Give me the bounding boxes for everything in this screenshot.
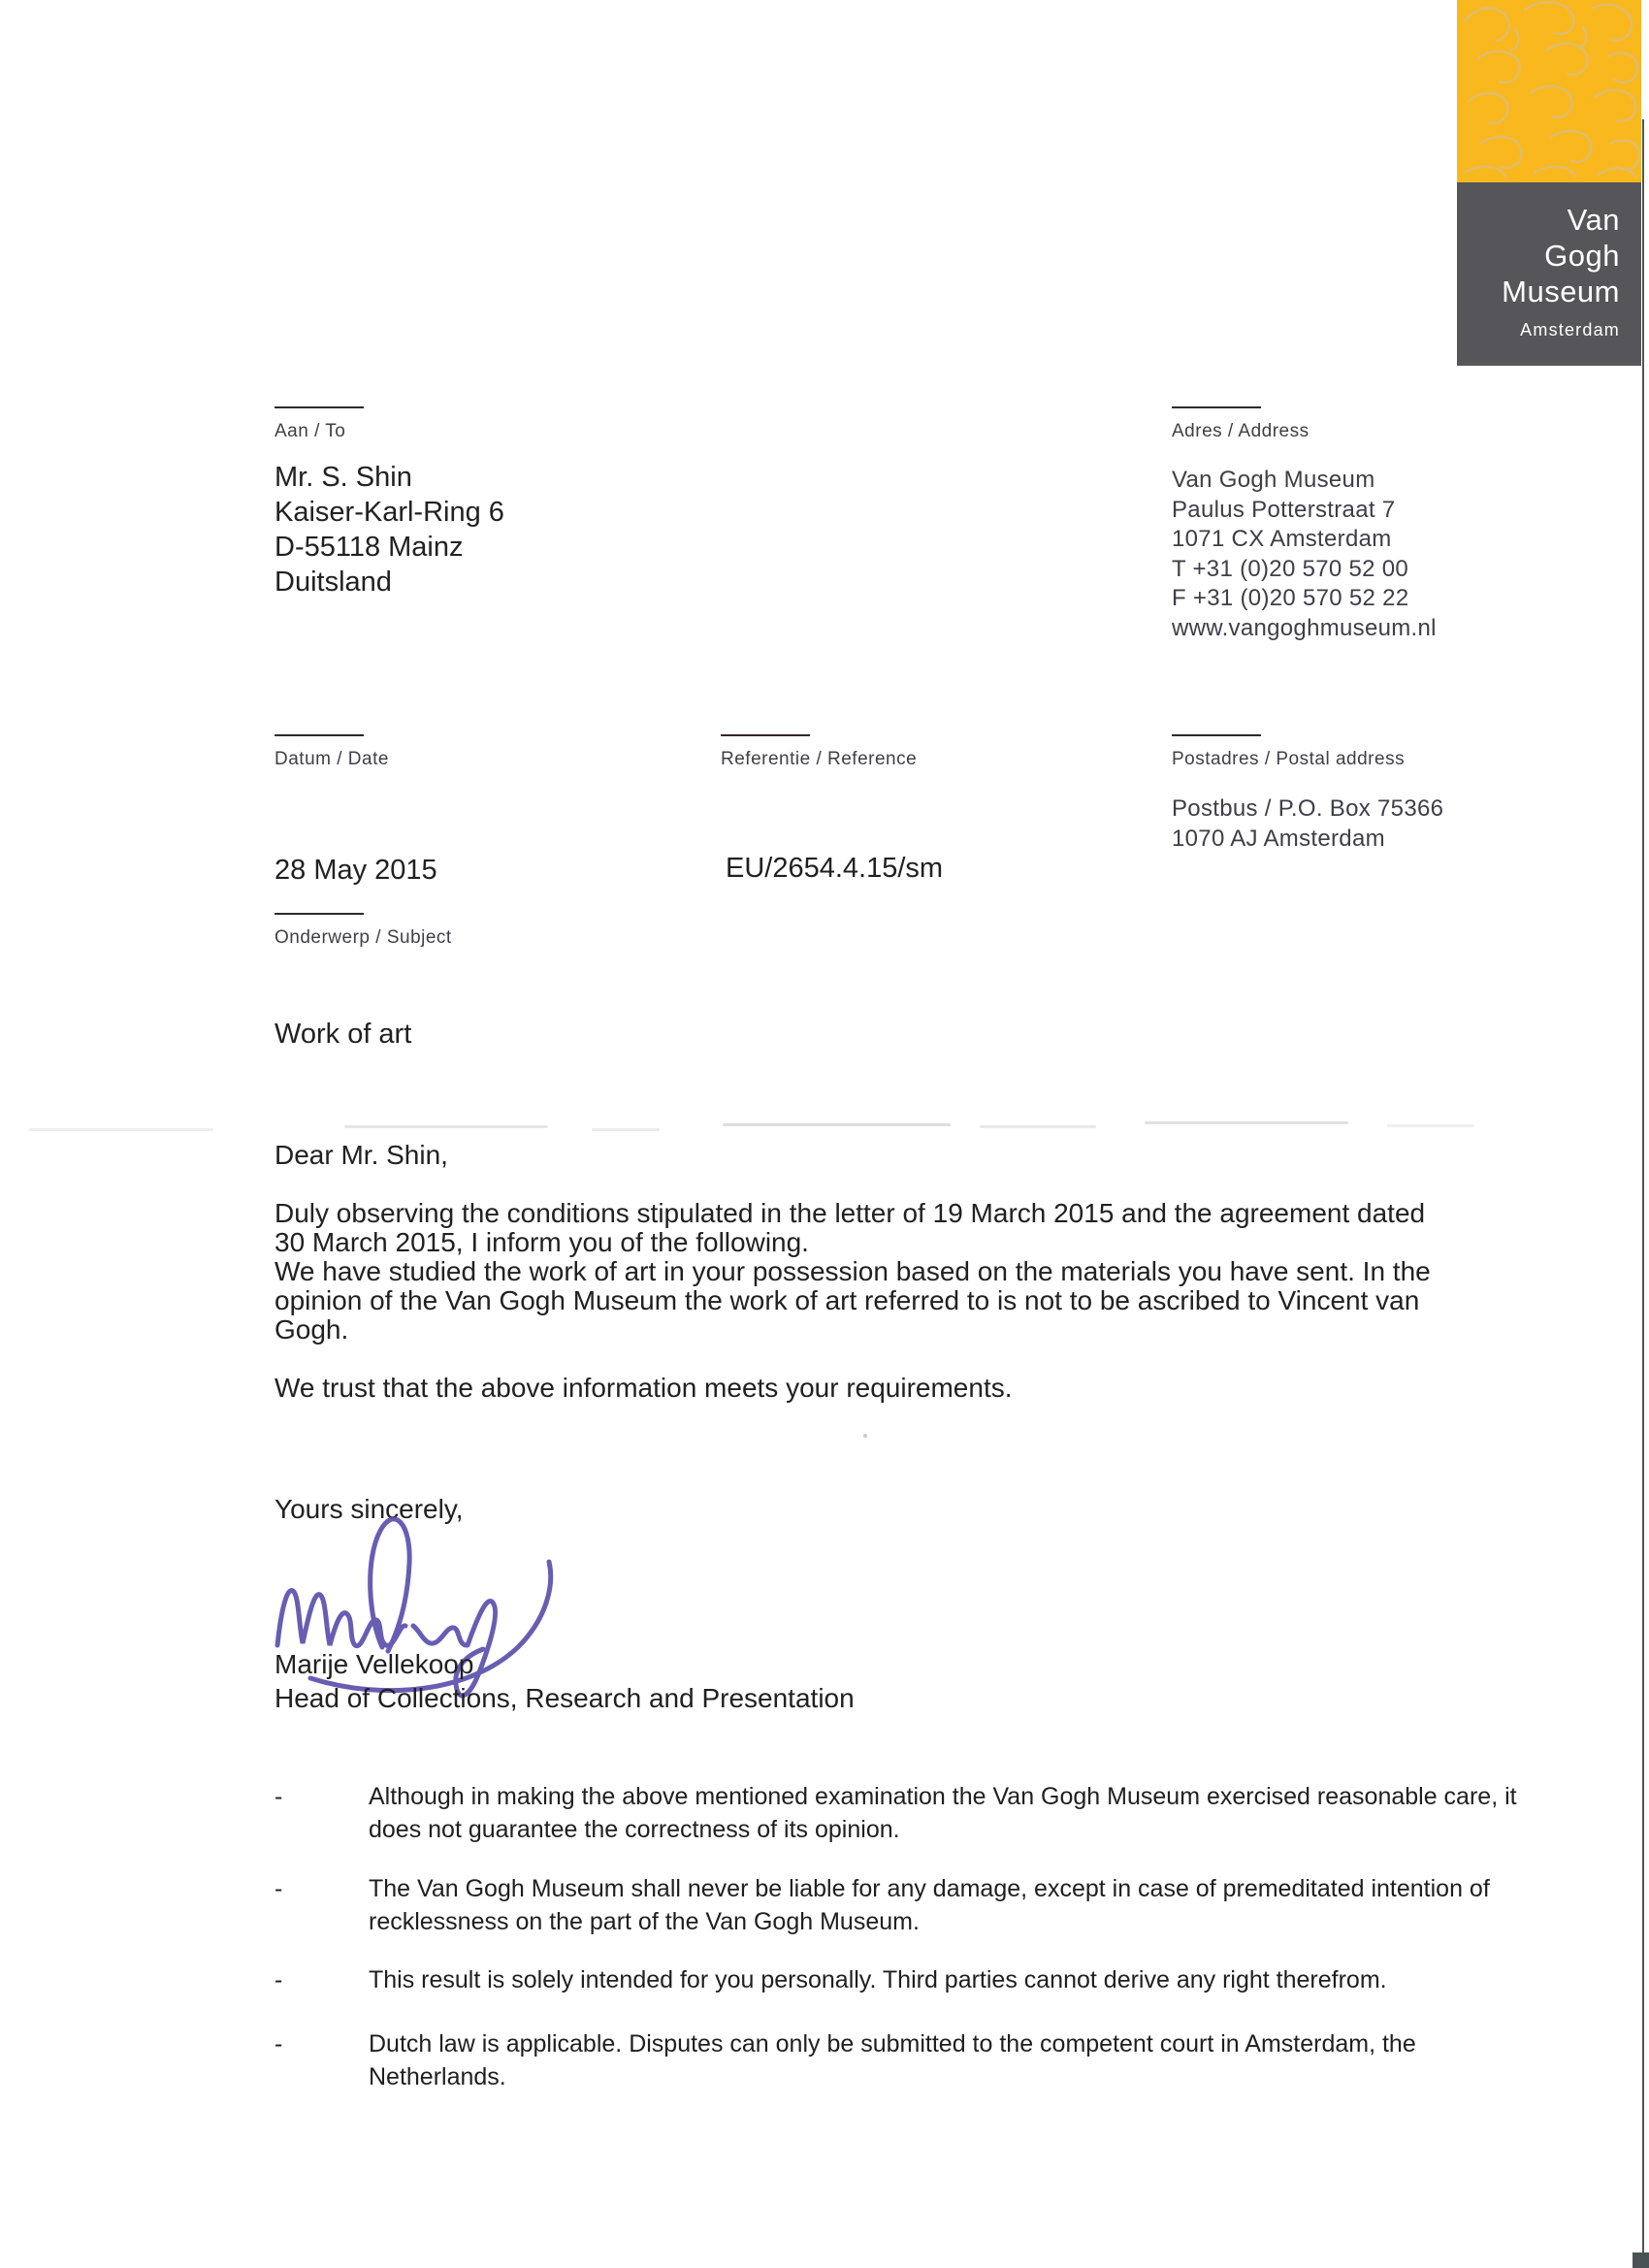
disclaimer-dash: - (275, 1966, 283, 1993)
postal-section-header (1172, 734, 1405, 770)
body-line: opinion of the Van Gogh Museum the work of art referred to is not to be ascribed to Vincent van (275, 1285, 1420, 1315)
body-line: Duly observing the conditions stipulated in the letter of 19 March 2015 and the agreement dated (275, 1198, 1426, 1228)
address-label: Adres / Address (1172, 421, 1310, 441)
disclaimer-line: Although in making the above mentioned examination the Van Gogh Museum exercised reasonable care, it (369, 1783, 1517, 1810)
disclaimer-line: recklessness on the part of the Van Gogh Museum. (369, 1908, 920, 1935)
disclaimer-line: Dutch law is applicable. Disputes can only be submitted to the competent court in Amsterdam, the (369, 2030, 1416, 2057)
address-line: 1071 CX Amsterdam (1172, 526, 1392, 552)
scan-smudge (1145, 1121, 1348, 1124)
subject-label: Onderwerp / Subject (275, 927, 452, 948)
address-line: Paulus Potterstraat 7 (1172, 496, 1396, 523)
postal-block (1172, 794, 1443, 854)
salutation: Dear Mr. Shin, (275, 1140, 448, 1170)
scan-edge-line (1642, 119, 1644, 2268)
recipient-label: Aan / To (275, 421, 346, 441)
scan-speck (863, 1434, 867, 1438)
recipient-line: Duitsland (275, 567, 392, 598)
section-rule (275, 734, 364, 736)
scan-smudge (980, 1125, 1096, 1128)
section-rule (721, 734, 810, 736)
scan-smudge (1387, 1124, 1474, 1127)
address-line-fax: F +31 (0)20 570 52 22 (1172, 585, 1409, 611)
recipient-section-header (275, 406, 364, 442)
subject-section-header (275, 913, 452, 949)
closing: Yours sincerely, (275, 1494, 464, 1524)
subject-value: Work of art (275, 1019, 412, 1050)
section-rule (275, 913, 364, 915)
reference-section-header (721, 734, 917, 770)
section-rule (275, 406, 364, 408)
address-line-website: www.vangoghmuseum.nl (1172, 614, 1437, 641)
date-value: 28 May 2015 (275, 855, 437, 886)
date-section-header (275, 734, 389, 770)
letterhead-logo (1457, 0, 1641, 366)
logo-wordmark-line2: Gogh (1544, 239, 1620, 273)
reference-label: Referentie / Reference (721, 749, 918, 769)
disclaimer-text (369, 2027, 1416, 2093)
address-line: Van Gogh Museum (1172, 467, 1375, 493)
address-line-phone: T +31 (0)20 570 52 00 (1172, 555, 1409, 582)
disclaimer-text (369, 1963, 1387, 1996)
logo-wordmark-line1: Van (1567, 203, 1620, 237)
scan-smudge (344, 1125, 548, 1128)
body-line: Gogh. (275, 1314, 349, 1345)
body-line: 30 March 2015, I inform you of the following. (275, 1227, 809, 1257)
logo-city: Amsterdam (1520, 320, 1620, 340)
address-block (1172, 466, 1437, 643)
body-paragraph-2: We trust that the above information meets your requirements. (275, 1373, 1013, 1403)
disclaimer-line: does not guarantee the correctness of its opinion. (369, 1816, 900, 1843)
scan-smudge (29, 1128, 213, 1131)
postal-line: Postbus / P.O. Box 75366 (1172, 795, 1444, 822)
scan-corner-block (1633, 2252, 1649, 2268)
recipient-line: Kaiser-Karl-Ring 6 (275, 497, 504, 528)
signer-title: Head of Collections, Research and Presentation (275, 1683, 855, 1713)
recipient-line: Mr. S. Shin (275, 462, 412, 493)
postal-label: Postadres / Postal address (1172, 749, 1406, 769)
disclaimer-text (369, 1780, 1517, 1846)
disclaimer-line: The Van Gogh Museum shall never be liable for any damage, except in case of premeditated intention of (369, 1875, 1490, 1902)
logo-wordmark-line3: Museum (1502, 275, 1620, 308)
disclaimer-line: Netherlands. (369, 2063, 506, 2090)
brushstroke-pattern-icon (1457, 0, 1641, 182)
logo-wordmark-block (1457, 182, 1641, 366)
disclaimer-dash: - (275, 1875, 283, 1902)
body-paragraph-1 (275, 1199, 1431, 1345)
postal-line: 1070 AJ Amsterdam (1172, 826, 1385, 852)
disclaimer-text (369, 1872, 1490, 1938)
recipient-block (275, 460, 504, 599)
signer-name: Marije Vellekoop (275, 1649, 474, 1679)
section-rule (1172, 406, 1261, 408)
section-rule (1172, 734, 1261, 736)
disclaimer-dash: - (275, 1783, 283, 1810)
logo-swirl-block (1457, 0, 1641, 182)
recipient-line: D-55118 Mainz (275, 532, 464, 563)
disclaimer-dash: - (275, 2030, 283, 2057)
scan-smudge (723, 1123, 951, 1126)
scan-smudge (592, 1128, 660, 1131)
disclaimer-line: This result is solely intended for you personally. Third parties cannot derive any right therefrom. (369, 1966, 1387, 1993)
reference-value: EU/2654.4.15/sm (726, 853, 944, 884)
date-label: Datum / Date (275, 749, 389, 769)
body-line: We have studied the work of art in your possession based on the materials you have sent. In the (275, 1256, 1431, 1286)
address-section-header (1172, 406, 1310, 442)
